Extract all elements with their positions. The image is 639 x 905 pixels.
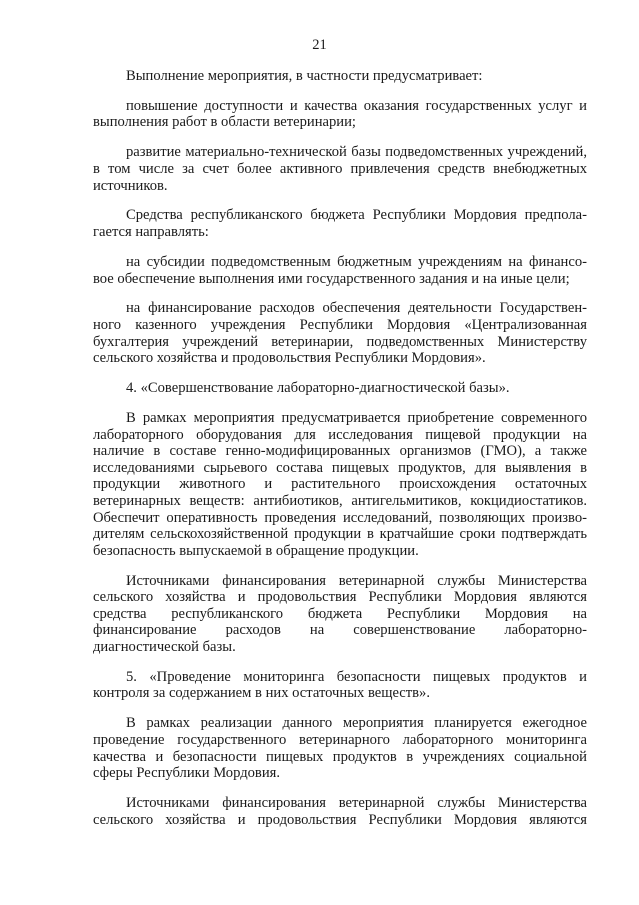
paragraph-service-availability: повышение доступности и качества оказания государственных услуг и выполнения работ в области ветеринарии; (93, 97, 587, 131)
section-heading-4: 4. «Совершенствование лабораторно-диагностической базы». (126, 380, 510, 397)
paragraph-accounting-financing: на финансирование расходов обеспечения деятельности Государствен-ного казенного учреждения Республики Мордовия «Централизованная бухгалтерия учреждений ветеринарии, подведомственных Министерству сельского хозяйства и продовольствия Республики Мордовия». (93, 300, 587, 367)
section-heading-5: 5. «Проведение мониторинга безопасности пищевых продуктов и контроля за содержанием в них остаточных веществ». (93, 668, 587, 702)
paragraph-monitoring: В рамках реализации данного мероприятия планируется ежегодное проведение государственного ветеринарного лабораторного мониторинга качества и безопасности пищевых продуктов в учреждениях социальной сферы Республики Мордовия. (93, 715, 587, 782)
paragraph-funding-sources-lab: Источниками финансирования ветеринарной службы Министерства сельского хозяйства и продовольствия Республики Мордовия являются средства республиканского бюджета Республики Мордовия на финансирование расходов на совершенствование лабораторно-диагностической базы. (93, 572, 587, 655)
paragraph-measure-intro: Выполнение мероприятия, в частности предусматривает: (126, 68, 483, 84)
paragraph-lab-equipment: В рамках мероприятия предусматривается приобретение современного лабораторного оборудования для исследования пищевой продукции на наличие в составе генно-модифицированных организмов (ГМО), а также исследованиями сырьевого состава пищевых продуктов, для выявления в продукции животного и растительного происхождения остаточных ветеринарных веществ: антибиотиков, антигельмитиков, кокцидиостатиков. Обеспечит оперативность проведения исследований, позволяющих произво-дителям сельскохозяйственной продукции в кратчайшие сроки подтверждать безопасность выпускаемой в обращение продукции. (93, 409, 587, 559)
paragraph-material-base: развитие материально-технической базы подведомственных учреждений, в том числе за счет более активного привлечения средств внебюджетных источников. (93, 144, 587, 194)
page-number: 21 (312, 37, 327, 53)
paragraph-funding-sources-monitoring: Источниками финансирования ветеринарной службы Министерства сельского хозяйства и продовольствия Республики Мордовия являются (93, 795, 587, 828)
paragraph-subsidies: на субсидии подведомственным бюджетным учреждениям на финансо-вое обеспечение выполнения ими государственного задания и на иные цели; (93, 253, 587, 287)
paragraph-budget-funds: Средства республиканского бюджета Республики Мордовия предпола-гается направлять: (93, 207, 587, 241)
document-body (93, 68, 587, 842)
